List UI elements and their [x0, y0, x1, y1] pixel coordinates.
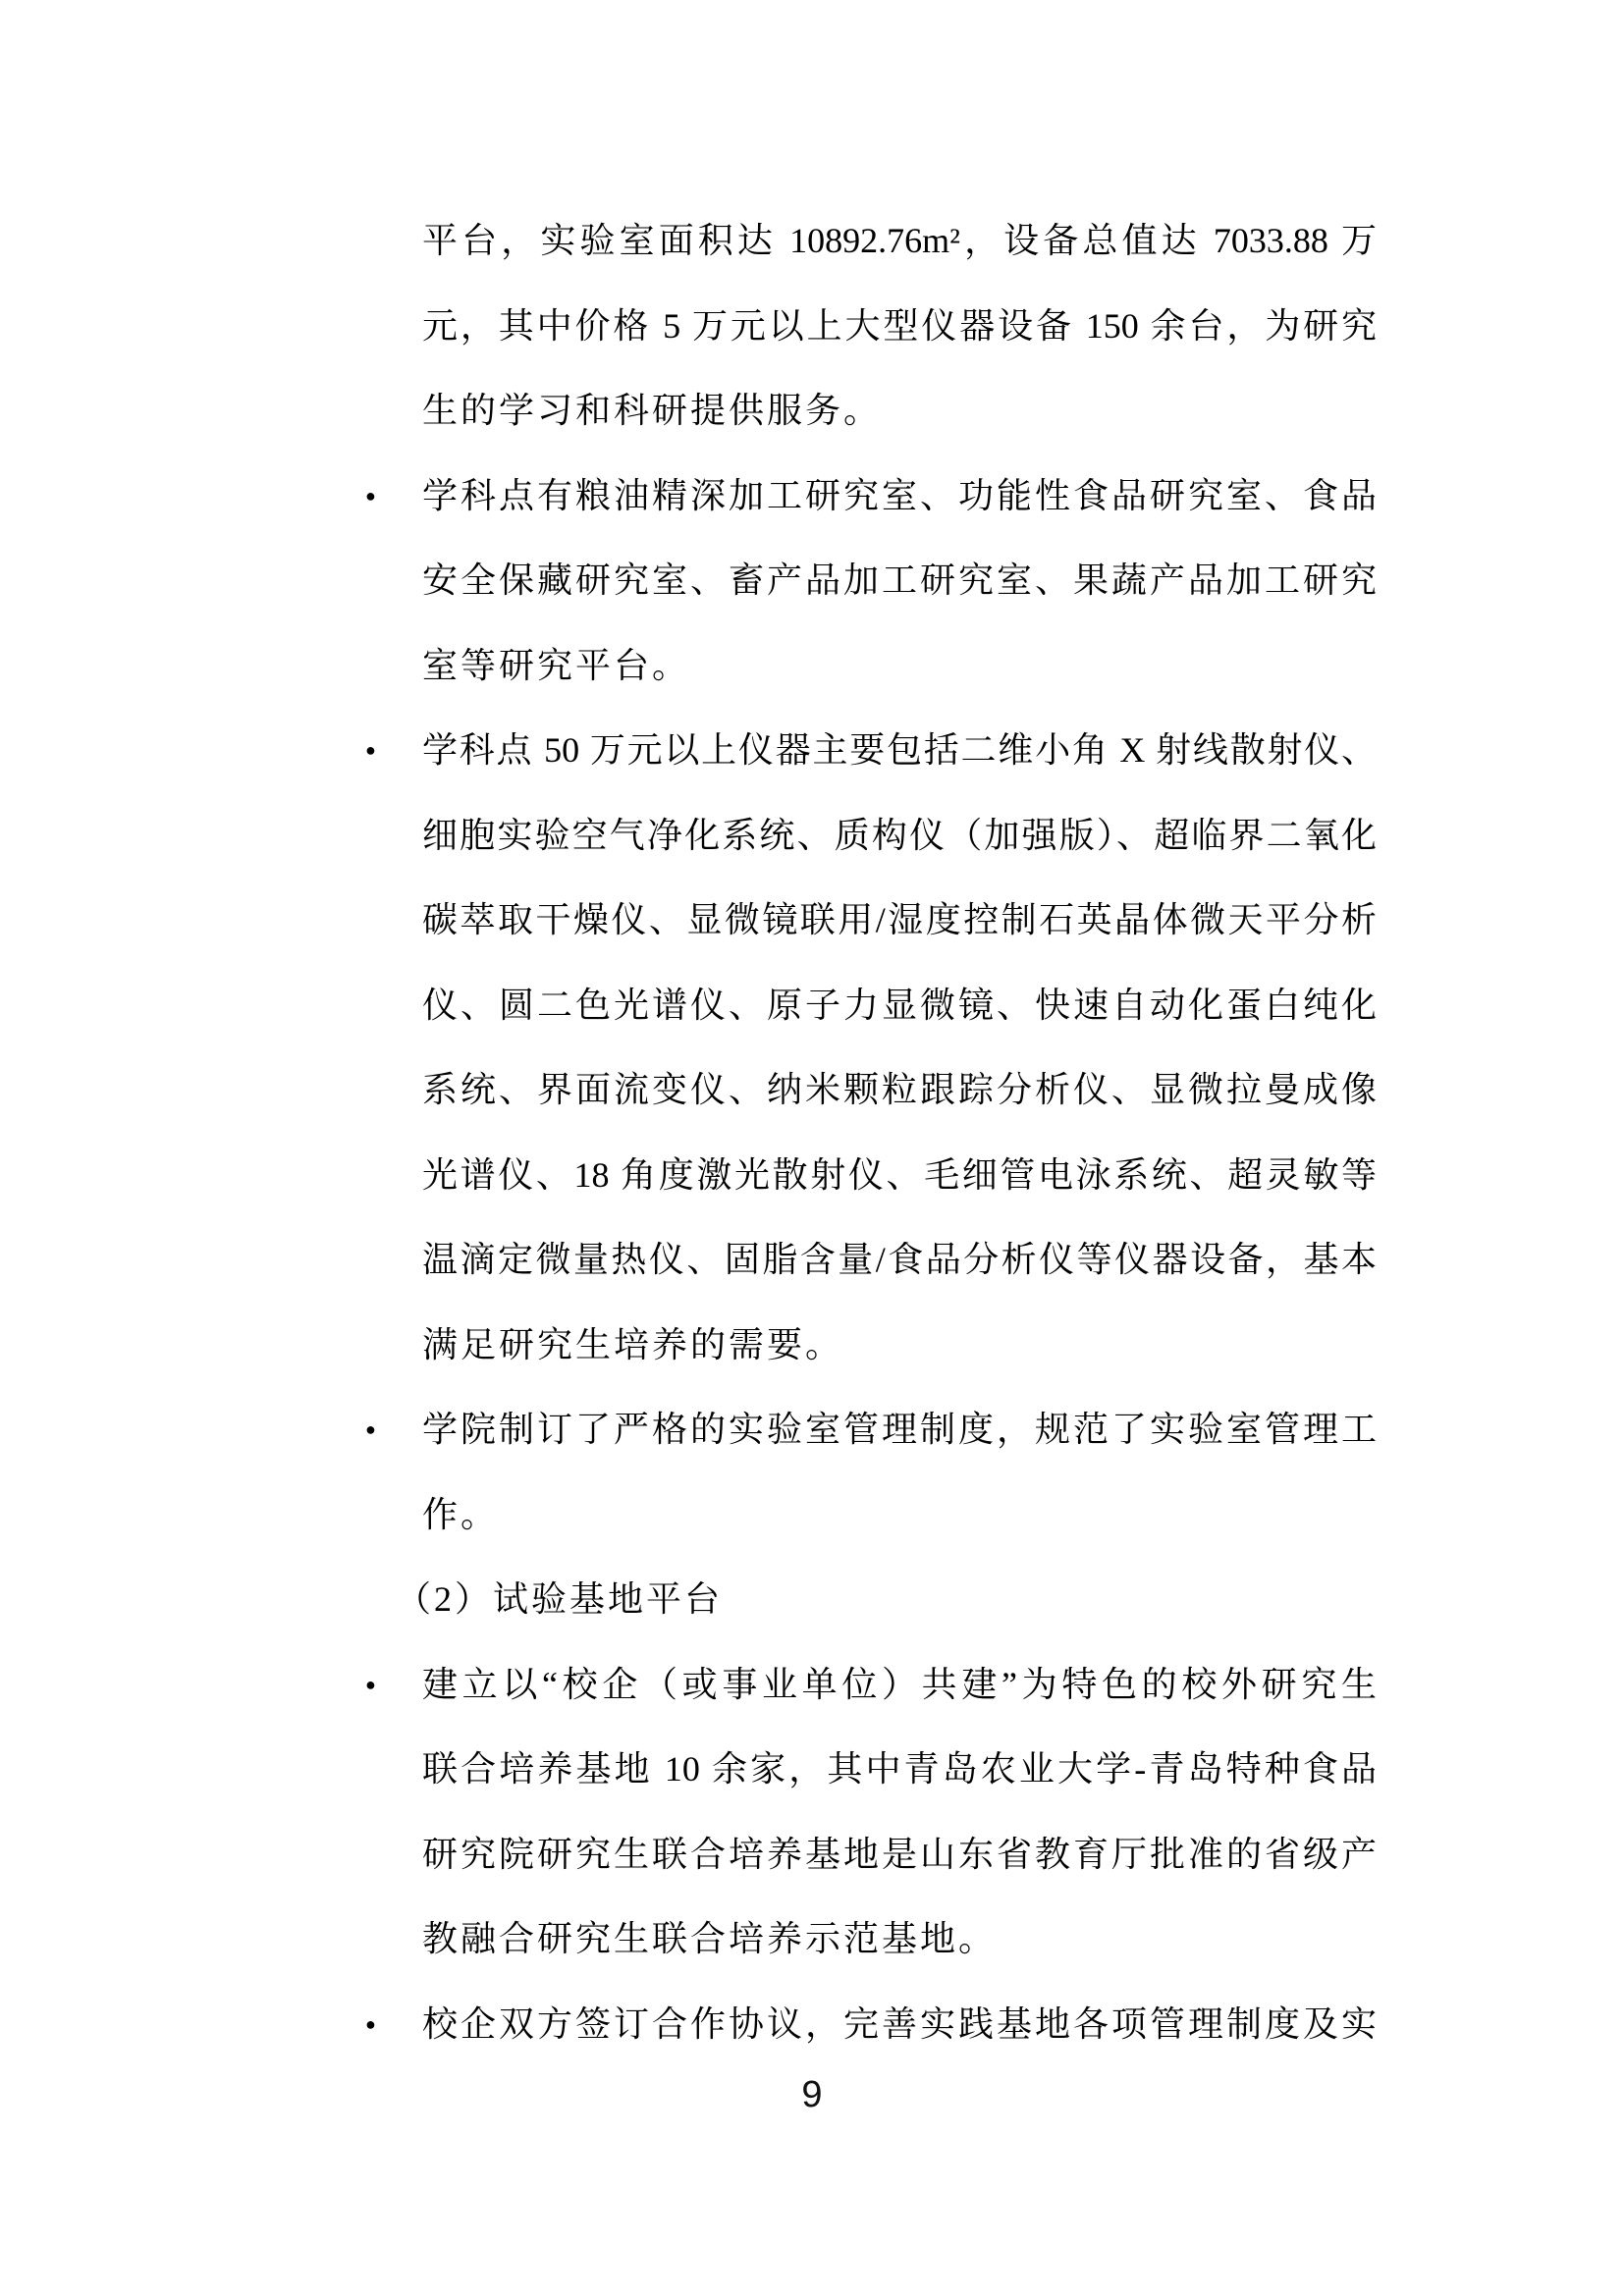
text-line: 研究院研究生联合培养基地是山东省教育厅批准的省级产 [422, 1834, 1377, 1874]
list-item-text: 学科点有粮油精深加工研究室、功能性食品研究室、食品 [422, 475, 1377, 515]
bullet-icon: ● [365, 485, 376, 506]
list-item [365, 1387, 1377, 1472]
bullet-icon: ● [365, 740, 376, 760]
text-line: 细胞实验空气净化系统、质构仪（加强版）、超临界二氧化 [422, 815, 1377, 855]
text-line: 生的学习和科研提供服务。 [422, 391, 883, 430]
list-item [365, 454, 1377, 539]
text-line: 元，其中价格 5 万元以上大型仪器设备 150 余台，为研究 [422, 305, 1377, 346]
list-item-text: 学院制订了严格的实验室管理制度，规范了实验室管理工 [422, 1410, 1377, 1449]
list-item [365, 708, 1377, 793]
list-item [365, 1642, 1377, 1728]
bullet-icon: ● [365, 2013, 376, 2034]
text-line: 教融合研究生联合培养示范基地。 [422, 1919, 998, 1958]
text-line: 系统、界面流变仪、纳米颗粒跟踪分析仪、显微拉曼成像 [422, 1070, 1377, 1109]
bullet-icon: ● [365, 1674, 376, 1694]
text-line: 联合培养基地 10 余家，其中青岛农业大学-青岛特种食品 [422, 1749, 1377, 1789]
text-line: 光谱仪、18 角度激光散射仪、毛细管电泳系统、超灵敏等 [422, 1154, 1377, 1195]
text-line: 满足研究生培养的需要。 [422, 1324, 844, 1364]
text-line: 室等研究平台。 [422, 645, 691, 685]
text-line: 平台，实验室面积达 10892.76m²，设备总值达 7033.88 万 [422, 221, 1377, 260]
text-line: 作。 [422, 1494, 500, 1534]
text-line: 碳萃取干燥仪、显微镜联用/湿度控制石英晶体微天平分析 [422, 900, 1377, 939]
list-item [365, 1982, 1377, 2067]
list-item-text: 建立以“校企（或事业单位）共建”为特色的校外研究生 [422, 1664, 1377, 1704]
list-item-text: 学科点 50 万元以上仪器主要包括二维小角 X 射线散射仪、 [422, 730, 1377, 770]
bullet-icon: ● [365, 1419, 376, 1439]
text-line: 仪、圆二色光谱仪、原子力显微镜、快速自动化蛋白纯化 [422, 985, 1377, 1025]
section-heading: （2）试验基地平台 [396, 1579, 724, 1619]
page-number: 9 [801, 2074, 823, 2115]
text-line: 安全保藏研究室、畜产品加工研究室、果蔬产品加工研究 [422, 561, 1377, 600]
list-item-text: 校企双方签订合作协议，完善实践基地各项管理制度及实 [422, 2003, 1377, 2044]
text-line: 温滴定微量热仪、固脂含量/食品分析仪等仪器设备，基本 [422, 1240, 1377, 1279]
document-body [365, 198, 1377, 2066]
